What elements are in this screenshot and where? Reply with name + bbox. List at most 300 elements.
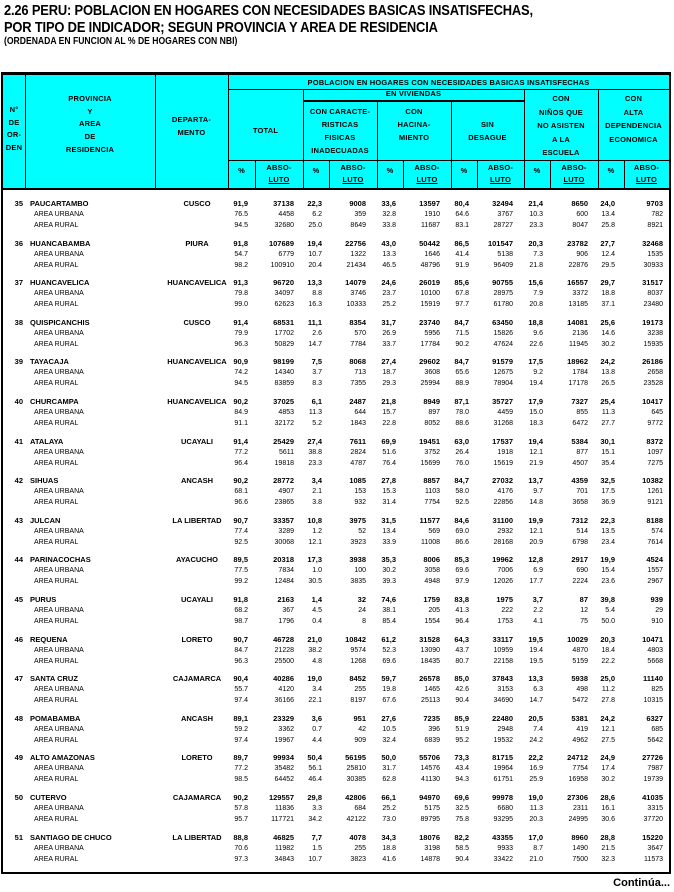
cell-absolute: 3362 [278, 725, 294, 733]
table-row-province [3, 752, 669, 763]
cell-percent: 25.8 [601, 222, 615, 229]
cell-absolute: 939 [650, 595, 663, 604]
cell-absolute: 3315 [647, 805, 663, 812]
cell-absolute: 37720 [643, 816, 663, 823]
cell-absolute: 22480 [492, 713, 513, 723]
cell-percent: 98.2 [234, 261, 248, 269]
header-pct: % [533, 166, 541, 175]
cell-absolute: 419 [576, 725, 588, 733]
cell-absolute: 42122 [346, 816, 366, 823]
cell-percent: 35,3 [381, 555, 396, 565]
order-number: 43 [14, 515, 23, 525]
cell-absolute: 855 [576, 409, 588, 416]
cell-absolute: 12026 [493, 578, 513, 586]
cell-absolute: 7611 [349, 436, 366, 446]
cell-absolute: 42 [358, 725, 366, 733]
cell-absolute: 910 [651, 618, 663, 625]
table-row-province [3, 594, 669, 605]
cell-percent: 19,0 [307, 674, 322, 684]
cell-percent: 85,6 [454, 278, 469, 288]
department-name: LA LIBERTAD [172, 832, 222, 842]
cell-absolute: 62623 [274, 301, 294, 309]
table-row-area [3, 367, 669, 378]
table-row-province [3, 634, 669, 645]
cell-absolute: 4524 [646, 555, 663, 565]
cell-absolute: 8857 [423, 476, 440, 486]
cell-percent: 26.5 [601, 380, 615, 388]
cell-absolute: 3608 [424, 369, 440, 377]
cell-percent: 7,7 [311, 832, 322, 842]
cell-absolute: 98199 [273, 357, 294, 367]
cell-percent: 13.5 [601, 527, 615, 535]
cell-percent: 91,8 [233, 595, 248, 604]
cell-absolute: 16557 [567, 278, 588, 288]
cell-percent: 18.8 [601, 290, 615, 298]
header-poblacion-nbi: POBLACION EN HOGARES CON NECESIDADES BASICAS INSATISFECHAS [307, 78, 590, 87]
cell-percent: 33.8 [382, 222, 396, 229]
cell-percent: 7.4 [533, 725, 543, 733]
cell-absolute: 7784 [350, 340, 366, 348]
cell-absolute: 41130 [421, 776, 440, 784]
header-absoluto [329, 162, 377, 186]
cell-percent: 34.2 [308, 816, 322, 823]
table-row-area [3, 526, 669, 537]
cell-percent: 57.8 [234, 805, 248, 812]
cell-percent: 1.0 [312, 567, 322, 575]
cell-percent: 19,9 [528, 515, 543, 525]
cell-percent: 77.2 [234, 448, 248, 456]
header-absoluto [624, 162, 669, 186]
cell-absolute: 28168 [493, 538, 513, 546]
cell-absolute: 93295 [493, 816, 513, 823]
cell-percent: 23.7 [382, 290, 396, 298]
cell-absolute: 129557 [268, 793, 294, 802]
cell-percent: 90,2 [233, 397, 248, 406]
cell-percent: 13.4 [601, 211, 615, 218]
cell-absolute: 6327 [646, 713, 663, 723]
area-label: AREA RURAL [34, 261, 79, 269]
table-row-province [3, 792, 669, 803]
cell-percent: 10.7 [308, 855, 322, 863]
cell-absolute: 43355 [492, 832, 513, 842]
header-nro: N° DE OR- DEN [5, 105, 23, 152]
cell-percent: 92.5 [455, 499, 469, 507]
province-name: PAUCARTAMBO [30, 199, 89, 208]
cell-percent: 86,5 [454, 238, 469, 248]
province-name: REQUENA [30, 634, 68, 644]
cell-absolute: 8372 [646, 436, 663, 446]
cell-percent: 19,4 [307, 238, 322, 248]
cell-percent: 59,7 [381, 674, 396, 684]
table-row-area [3, 843, 669, 854]
cell-absolute: 24995 [568, 816, 588, 823]
cell-absolute: 255 [354, 686, 366, 694]
department-name: HUANCAVELICA [167, 397, 227, 406]
cell-absolute: 17178 [568, 380, 588, 388]
header-abs-line: LUTO [268, 175, 290, 184]
cell-percent: 24,2 [600, 713, 615, 723]
cell-absolute: 117721 [271, 816, 294, 823]
cell-percent: 34,3 [381, 832, 396, 842]
cell-percent: 83,8 [454, 595, 469, 604]
cell-absolute: 36166 [274, 697, 294, 705]
cell-percent: 18.7 [382, 369, 396, 377]
header-ninos: CON NIÑOS QUE NO ASISTEN A LA ESCUELA [537, 94, 585, 157]
cell-percent: 28,6 [600, 793, 615, 802]
cell-absolute: 3058 [424, 567, 440, 575]
cell-absolute: 18435 [420, 657, 440, 665]
cell-percent: 99.2 [234, 578, 248, 586]
cell-percent: 19.4 [529, 380, 543, 388]
cell-absolute: 11982 [275, 844, 294, 852]
cell-absolute: 906 [576, 250, 588, 258]
cell-percent: 31,7 [381, 317, 396, 327]
cell-percent: 0.4 [312, 618, 322, 625]
cell-absolute: 11573 [644, 855, 663, 863]
cell-absolute: 19451 [419, 436, 440, 446]
cell-percent: 19.5 [529, 657, 543, 665]
cell-absolute: 25810 [346, 765, 366, 773]
table-row-province [3, 277, 669, 288]
cell-absolute: 600 [576, 211, 588, 218]
cell-percent: 32.5 [455, 805, 469, 812]
table-row-area [3, 656, 669, 667]
cell-absolute: 8068 [349, 357, 366, 367]
cell-percent: 8.7 [533, 844, 543, 852]
cell-percent: 2.2 [533, 607, 543, 614]
cell-percent: 69.6 [382, 657, 396, 665]
area-label: AREA URBANA [34, 844, 84, 852]
cell-percent: 84,7 [454, 357, 469, 367]
cell-percent: 21.0 [529, 855, 543, 863]
cell-absolute: 8949 [423, 397, 440, 406]
cell-percent: 14.8 [529, 499, 543, 507]
header-abs-line: LUTO [489, 175, 512, 184]
cell-absolute: 5175 [424, 805, 440, 812]
cell-percent: 65.6 [455, 369, 469, 377]
cell-percent: 3,4 [311, 476, 322, 486]
cell-percent: 25,0 [600, 674, 615, 684]
cell-percent: 4.8 [312, 657, 322, 665]
cell-absolute: 2917 [571, 555, 588, 565]
cell-percent: 50.0 [601, 618, 615, 625]
cell-absolute: 8354 [349, 317, 366, 327]
cell-absolute: 4803 [647, 646, 663, 654]
cell-percent: 91,3 [233, 278, 248, 288]
continua-label: Continúa... [613, 877, 670, 889]
cell-absolute: 30068 [274, 538, 294, 546]
cell-percent: 41.4 [455, 250, 469, 258]
cell-absolute: 13185 [568, 301, 588, 309]
cell-percent: 15.0 [529, 409, 543, 416]
header-abs-line: ABSO- [561, 163, 587, 172]
cell-absolute: 14081 [567, 317, 588, 327]
department-name: HUANCAVELICA [167, 278, 227, 288]
cell-absolute: 3153 [497, 686, 513, 694]
cell-absolute: 4907 [278, 488, 294, 496]
cell-absolute: 255 [354, 844, 366, 852]
statistics-table [1, 72, 671, 874]
cell-absolute: 4962 [572, 736, 588, 744]
order-number: 38 [14, 317, 23, 327]
cell-percent: 97.3 [234, 855, 248, 863]
cell-absolute: 26578 [419, 674, 440, 684]
area-label: AREA URBANA [34, 686, 84, 694]
cell-percent: 1.2 [312, 527, 322, 535]
cell-absolute: 7327 [571, 397, 588, 406]
table-row-area [3, 814, 669, 825]
cell-percent: 12.1 [529, 448, 543, 456]
cell-percent: 46.4 [308, 776, 322, 784]
area-label: AREA URBANA [34, 725, 84, 733]
cell-absolute: 5668 [647, 657, 663, 665]
cell-absolute: 61751 [493, 776, 513, 784]
cell-absolute: 9703 [646, 199, 663, 208]
cell-absolute: 12675 [493, 369, 513, 377]
order-number: 40 [14, 397, 23, 406]
cell-percent: 90,7 [233, 634, 248, 644]
area-label: AREA RURAL [34, 578, 79, 586]
cell-percent: 18.4 [601, 646, 615, 654]
cell-percent: 22.1 [308, 697, 322, 705]
cell-percent: 85.4 [382, 618, 396, 625]
cell-absolute: 19967 [274, 736, 294, 744]
order-number: 37 [14, 278, 23, 288]
cell-percent: 6.9 [533, 567, 543, 575]
cell-absolute: 701 [576, 488, 588, 496]
cell-absolute: 3372 [572, 290, 588, 298]
cell-percent: 24,0 [600, 199, 615, 208]
cell-absolute: 6839 [424, 736, 440, 744]
department-name: PIURA [185, 238, 209, 248]
cell-percent: 8.3 [312, 380, 322, 388]
cell-absolute: 3823 [350, 855, 366, 863]
cell-absolute: 1085 [349, 476, 366, 486]
table-row-area [3, 854, 669, 865]
cell-absolute: 6472 [572, 420, 588, 427]
area-label: AREA RURAL [34, 222, 79, 229]
cell-absolute: 153 [354, 488, 366, 496]
order-number: 42 [14, 476, 23, 486]
cell-percent: 35.4 [601, 459, 615, 467]
cell-percent: 31.4 [382, 499, 396, 507]
cell-percent: 98.5 [234, 776, 248, 784]
cell-percent: 28,8 [600, 832, 615, 842]
cell-percent: 10.3 [529, 211, 543, 218]
cell-percent: 18.3 [529, 420, 543, 427]
cell-absolute: 37138 [273, 199, 294, 208]
cell-percent: 96.6 [234, 499, 248, 507]
cell-absolute: 5159 [572, 657, 588, 665]
cell-percent: 55.7 [234, 686, 248, 694]
header-abs-line: LUTO [563, 175, 585, 184]
cell-absolute: 14340 [274, 369, 294, 377]
cell-percent: 22,2 [528, 753, 543, 763]
table-row-province [3, 832, 669, 843]
order-number: 44 [14, 555, 23, 565]
table-row-province [3, 317, 669, 328]
cell-percent: 3.8 [312, 499, 322, 507]
cell-absolute: 24712 [567, 753, 588, 763]
cell-percent: 91,9 [233, 199, 248, 208]
province-name: PARINACOCHAS [30, 555, 91, 565]
header-abs-line: ABSO- [340, 163, 366, 172]
cell-absolute: 8960 [571, 832, 588, 842]
cell-absolute: 3647 [647, 844, 663, 852]
cell-percent: 6,1 [311, 397, 322, 406]
cell-percent: 78.0 [455, 409, 469, 416]
cell-percent: 98.7 [234, 618, 248, 625]
order-number: 50 [14, 793, 23, 802]
cell-percent: 30.2 [601, 340, 615, 348]
cell-absolute: 5381 [571, 713, 588, 723]
cell-percent: 13.4 [382, 527, 396, 535]
area-label: AREA RURAL [34, 776, 79, 784]
cell-absolute: 909 [354, 736, 366, 744]
cell-percent: 0.7 [312, 725, 322, 733]
cell-absolute: 22756 [345, 238, 366, 248]
table-row-area [3, 486, 669, 497]
cell-absolute: 19739 [643, 776, 663, 784]
cell-percent: 95.2 [455, 736, 469, 744]
area-label: AREA RURAL [34, 855, 79, 863]
cell-percent: 73,3 [454, 753, 469, 763]
cell-percent: 38.8 [308, 448, 322, 456]
cell-percent: 43.7 [455, 646, 469, 654]
cell-percent: 58.5 [455, 844, 469, 852]
cell-absolute: 1918 [497, 448, 513, 456]
cell-absolute: 31517 [642, 278, 663, 288]
cell-percent: 54.7 [234, 250, 248, 258]
table-row-area [3, 803, 669, 814]
area-label: AREA URBANA [34, 805, 84, 812]
cell-absolute: 91579 [492, 357, 513, 367]
cell-absolute: 61780 [493, 301, 513, 309]
cell-percent: 94.3 [455, 776, 469, 784]
cell-absolute: 96720 [273, 278, 294, 288]
cell-absolute: 1646 [424, 250, 440, 258]
cell-percent: 91,4 [233, 317, 248, 327]
cell-absolute: 27306 [567, 793, 588, 802]
cell-percent: 51.9 [455, 725, 469, 733]
cell-absolute: 8921 [647, 222, 663, 229]
cell-percent: 33.7 [382, 340, 396, 348]
cell-percent: 84,7 [454, 476, 469, 486]
cell-absolute: 684 [354, 805, 366, 812]
cell-absolute: 32 [357, 595, 366, 604]
order-number: 36 [14, 238, 23, 248]
cell-percent: 92.5 [234, 538, 248, 546]
cell-percent: 13.3 [382, 250, 396, 258]
cell-percent: 67.6 [382, 697, 396, 705]
cell-percent: 15.4 [601, 567, 615, 575]
cell-absolute: 12484 [274, 578, 294, 586]
cell-percent: 90,9 [233, 357, 248, 367]
cell-percent: 59.2 [234, 725, 248, 733]
cell-absolute: 8650 [571, 199, 588, 208]
cell-percent: 50,4 [307, 753, 322, 763]
cell-absolute: 17784 [420, 340, 440, 348]
cell-absolute: 22876 [568, 261, 588, 269]
province-name: PURUS [30, 595, 57, 604]
cell-absolute: 33422 [493, 855, 513, 863]
cell-absolute: 29 [655, 607, 663, 614]
cell-absolute: 10029 [567, 634, 588, 644]
cell-percent: 90.4 [455, 697, 469, 705]
cell-percent: 80,4 [454, 199, 469, 208]
cell-percent: 14.7 [529, 697, 543, 705]
cell-absolute: 4787 [350, 459, 366, 467]
cell-absolute: 9121 [647, 499, 663, 507]
cell-percent: 33.9 [382, 538, 396, 546]
cell-percent: 27,4 [307, 436, 322, 446]
header-abs-line: ABSO- [266, 163, 292, 172]
cell-percent: 27.7 [601, 420, 615, 427]
cell-absolute: 9933 [497, 844, 513, 852]
cell-percent: 90,2 [233, 476, 248, 486]
cell-percent: 67.8 [455, 290, 469, 298]
province-name: HUANCABAMBA [30, 238, 91, 248]
order-number: 45 [14, 595, 23, 604]
cell-percent: 69.6 [455, 567, 469, 575]
department-name: LORETO [181, 634, 213, 644]
cell-absolute: 1784 [572, 369, 588, 377]
cell-absolute: 1261 [647, 488, 663, 496]
cell-percent: 29.5 [601, 261, 615, 269]
cell-absolute: 7500 [572, 855, 588, 863]
cell-percent: 75.8 [455, 816, 469, 823]
cell-absolute: 8197 [350, 697, 366, 705]
table-row-area [3, 249, 669, 260]
header-absoluto [550, 162, 598, 186]
cell-percent: 23.3 [529, 222, 543, 229]
cell-percent: 89,1 [233, 713, 248, 723]
cell-absolute: 10471 [642, 634, 663, 644]
cell-absolute: 100 [354, 567, 366, 575]
cell-absolute: 8052 [424, 420, 440, 427]
cell-absolute: 782 [651, 211, 663, 218]
cell-percent: 87,1 [454, 397, 469, 406]
header-pct: % [460, 166, 468, 175]
area-label: AREA URBANA [34, 369, 84, 377]
cell-absolute: 7006 [497, 567, 513, 575]
cell-percent: 22.6 [529, 340, 543, 348]
cell-absolute: 17702 [274, 329, 294, 337]
cell-absolute: 5611 [278, 448, 294, 456]
cell-absolute: 4948 [424, 578, 440, 586]
cell-percent: 37.1 [601, 301, 615, 309]
area-label: AREA URBANA [34, 250, 84, 258]
cell-percent: 85,3 [454, 555, 469, 565]
cell-percent: 14.7 [308, 340, 322, 348]
cell-percent: 19,0 [528, 793, 543, 802]
cell-percent: 20.4 [308, 261, 322, 269]
cell-absolute: 26019 [419, 278, 440, 288]
cell-absolute: 3975 [349, 515, 366, 525]
area-label: AREA RURAL [34, 459, 79, 467]
cell-absolute: 10333 [346, 301, 366, 309]
cell-absolute: 32172 [274, 420, 294, 427]
cell-percent: 20.3 [529, 816, 543, 823]
cell-absolute: 574 [651, 527, 663, 535]
cell-percent: 94.5 [234, 380, 248, 388]
cell-percent: 42.6 [455, 686, 469, 694]
cell-percent: 80.7 [455, 657, 469, 665]
cell-absolute: 55706 [419, 753, 440, 763]
cell-absolute: 31528 [419, 634, 440, 644]
province-name: POMABAMBA [30, 713, 81, 723]
cell-absolute: 34843 [274, 855, 294, 863]
